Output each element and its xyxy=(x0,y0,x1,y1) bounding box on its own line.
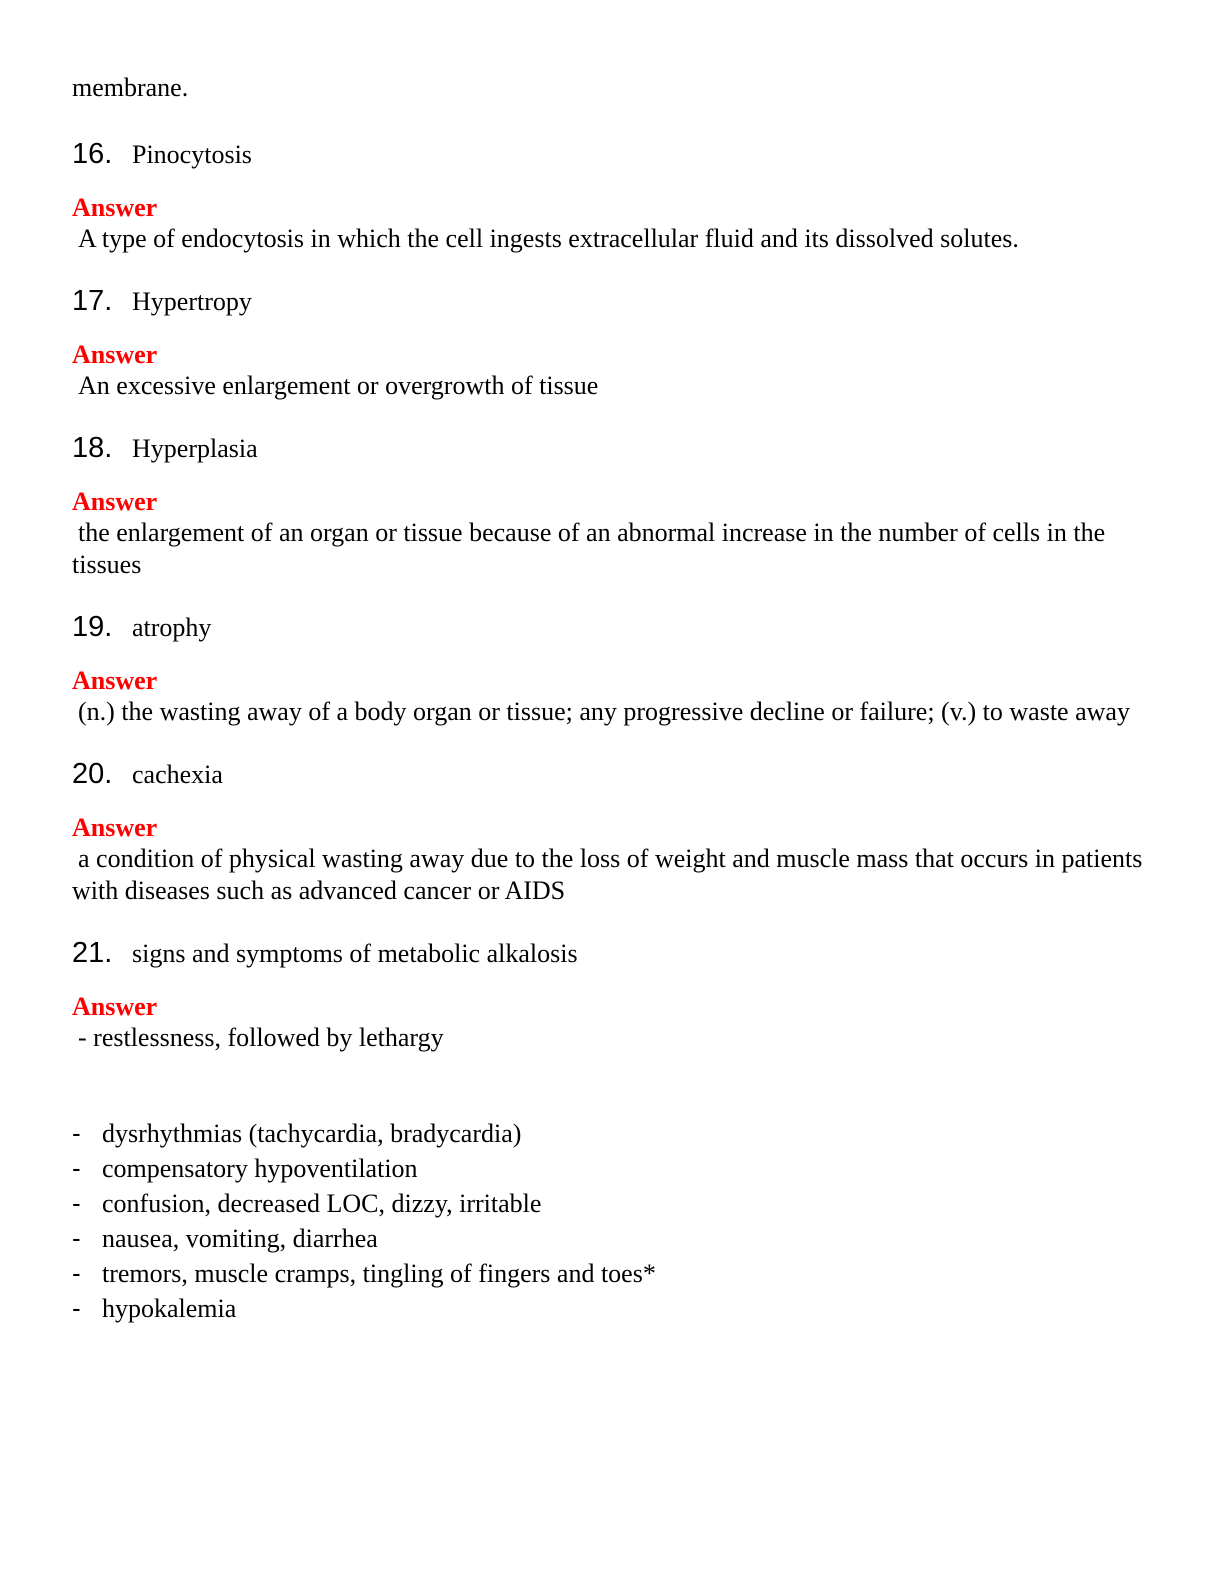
question-number: 21. xyxy=(72,937,113,969)
list-item-text: dysrhythmias (tachycardia, bradycardia) xyxy=(102,1119,522,1148)
qa-item-17 xyxy=(72,285,1152,402)
list-item-text: hypokalemia xyxy=(102,1294,237,1323)
question-number: 16. xyxy=(72,138,113,170)
answer-text xyxy=(72,1022,1152,1054)
answer-text xyxy=(72,370,1152,402)
list-item-text: confusion, decreased LOC, dizzy, irritable xyxy=(102,1189,542,1218)
answer-text xyxy=(72,517,1152,581)
answer-text xyxy=(72,696,1152,728)
question-row xyxy=(72,937,1152,970)
qa-item-19 xyxy=(72,611,1152,728)
answer-label: Answer xyxy=(72,340,158,369)
answer-text-content: A type of endocytosis in which the cell ingests extracellular fluid and its dissolved solutes. xyxy=(78,224,1019,253)
list-dash: - xyxy=(72,1188,81,1218)
answer-label: Answer xyxy=(72,666,158,695)
question-number: 18. xyxy=(72,432,113,464)
answer-text-content: the enlargement of an organ or tissue because of an abnormal increase in the number of cells in the tissues xyxy=(72,518,1106,579)
list-item-text: compensatory hypoventilation xyxy=(102,1154,418,1183)
list-item xyxy=(72,1151,1152,1186)
question-row xyxy=(72,285,1152,318)
question-number: 17. xyxy=(72,285,113,317)
question-row xyxy=(72,611,1152,644)
question-row xyxy=(72,758,1152,791)
answer-text-content: An excessive enlargement or overgrowth of tissue xyxy=(78,371,599,400)
question-term: Pinocytosis xyxy=(132,140,252,169)
qa-item-16 xyxy=(72,138,1152,255)
list-dash: - xyxy=(72,1258,81,1288)
list-item xyxy=(72,1291,1152,1326)
question-term: atrophy xyxy=(132,613,212,642)
answer-text-content: a condition of physical wasting away due to the loss of weight and muscle mass that occurs in patients with diseases such as advanced cancer or AIDS xyxy=(72,844,1143,905)
question-term: Hypertropy xyxy=(132,287,252,316)
list-item xyxy=(72,1116,1152,1151)
list-item xyxy=(72,1186,1152,1221)
answer-label: Answer xyxy=(72,487,158,516)
qa-item-21 xyxy=(72,937,1152,1326)
question-row xyxy=(72,138,1152,171)
question-number: 19. xyxy=(72,611,113,643)
document-page xyxy=(72,70,1152,1326)
list-item-text: nausea, vomiting, diarrhea xyxy=(102,1224,378,1253)
question-row xyxy=(72,432,1152,465)
list-item xyxy=(72,1256,1152,1291)
continuation-text: membrane. xyxy=(72,73,189,102)
question-term: cachexia xyxy=(132,760,223,789)
answer-text-content: (n.) the wasting away of a body organ or tissue; any progressive decline or failure; (v.) to waste away xyxy=(78,697,1130,726)
list-dash: - xyxy=(72,1223,81,1253)
list-item xyxy=(72,1221,1152,1256)
answer-text xyxy=(72,843,1152,907)
list-dash: - xyxy=(72,1118,81,1148)
symptom-list xyxy=(72,1116,1152,1326)
list-dash: - xyxy=(72,1153,81,1183)
answer-text xyxy=(72,223,1152,255)
question-term: Hyperplasia xyxy=(132,434,258,463)
answer-label: Answer xyxy=(72,813,158,842)
list-dash: - xyxy=(72,1293,81,1323)
answer-text-content: - restlessness, followed by lethargy xyxy=(78,1023,444,1052)
answer-label: Answer xyxy=(72,992,158,1021)
list-item-text: tremors, muscle cramps, tingling of fingers and toes* xyxy=(102,1259,656,1288)
qa-item-18 xyxy=(72,432,1152,581)
question-term: signs and symptoms of metabolic alkalosis xyxy=(132,939,578,968)
answer-label: Answer xyxy=(72,193,158,222)
question-number: 20. xyxy=(72,758,113,790)
qa-item-20 xyxy=(72,758,1152,907)
